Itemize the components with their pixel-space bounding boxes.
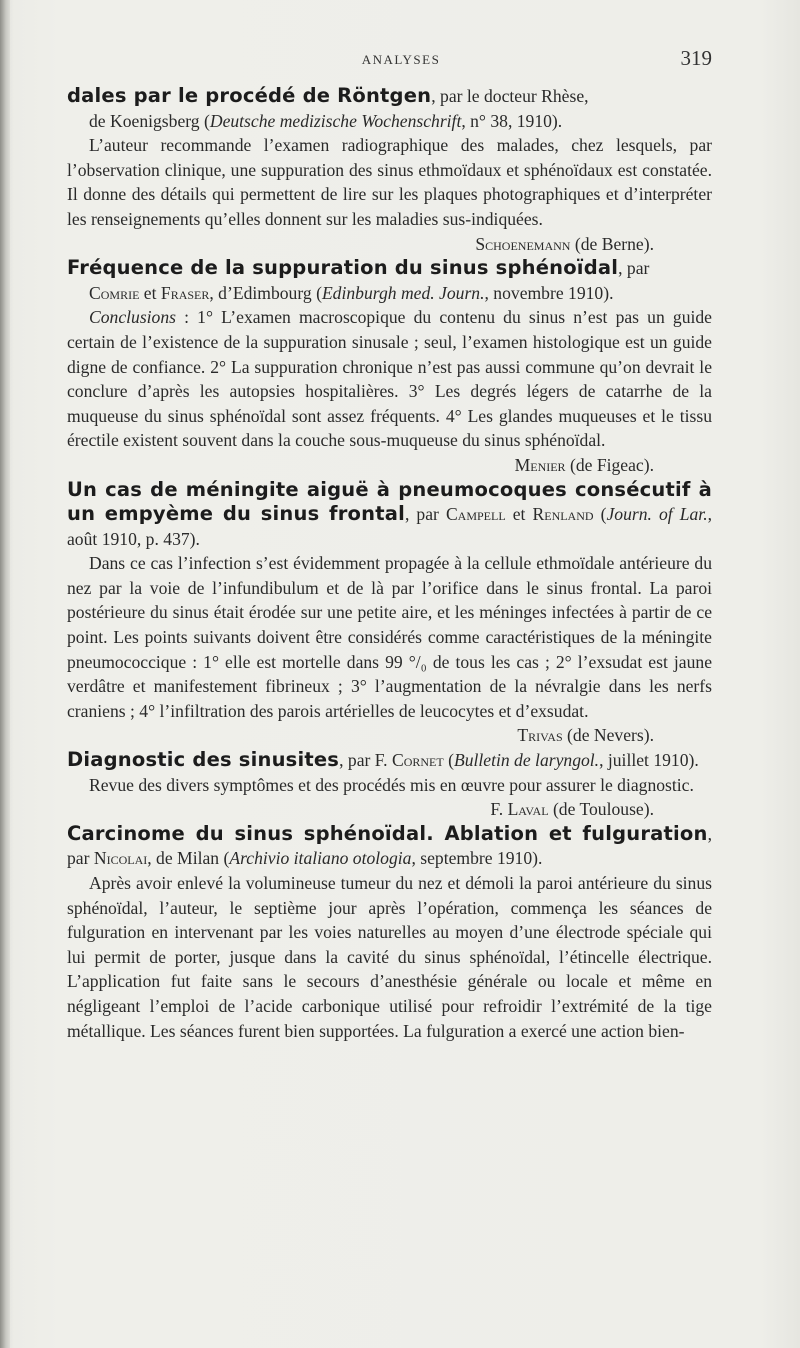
reviewer-initial: F.: [490, 799, 508, 820]
article-rontgen: [67, 84, 712, 256]
article-title: Fréquence de la suppuration du sinus sphénoïdal: [67, 256, 619, 280]
running-head: ANALYSES: [361, 52, 441, 67]
author-name: Campell: [445, 504, 506, 525]
article-byline: , par: [404, 504, 446, 525]
reviewer-place: (de Toulouse).: [548, 799, 654, 820]
reviewer-place: (de Figeac).: [565, 454, 654, 475]
reviewer-place: (de Nevers).: [562, 725, 654, 746]
article-title: Carcinome du sinus sphénoïdal. Ablation et fulguration: [67, 821, 708, 845]
article-byline: , par F.: [339, 750, 392, 771]
reference-text: de Koenigsberg (: [89, 110, 210, 131]
article-meningitis: [67, 478, 712, 749]
journal-name: Journ. of Lar.: [606, 504, 708, 525]
reference-text: , de Milan (: [147, 848, 230, 869]
article-sinusitis-diagnosis: [67, 748, 712, 822]
reference-text: , septembre 1910).: [411, 848, 543, 869]
author-name: Nicolai: [93, 848, 148, 869]
reference-text: (: [443, 750, 454, 771]
reference-text: , juillet 1910).: [599, 750, 699, 771]
journal-name: Deutsche medizische Wochenschrift: [209, 110, 462, 131]
article-heading: [67, 84, 712, 109]
article-reference: [67, 281, 712, 306]
reviewer-name: Schoenemann: [475, 233, 571, 254]
reference-text: , août 1910, p. 437).: [67, 504, 712, 549]
conclusions-text: : 1° L’examen macroscopique du contenu du sinus n’est pas un guide certain de l’existence de la suppuration sinusale ; seul, l’examen histologique est un guide digne de confiance. 2° La suppuration chronique n’est pas aussi commune qu’on devrait le conclure d’après les autopsies hospitalières. 3° Les degrés légers de catarrhe de la muqueuse du sinus sphénoïdal sont assez fréquents. 4° Les glandes muqueuses et le tissu érectile existent souvent dans la couche sous-muqueuse du sinus sphénoïdal.: [67, 307, 712, 451]
reviewer-place: (de Berne).: [570, 233, 654, 254]
article-title: Diagnostic des sinusites: [67, 748, 340, 772]
journal-name: Edinburgh med. Journ.: [321, 282, 485, 303]
author-name: Cornet: [391, 750, 444, 771]
reviewer-name: Laval: [507, 799, 549, 820]
article-body: [67, 305, 712, 453]
article-heading: [67, 478, 712, 552]
article-title: Un cas de méningite aiguë à pneumocoques consécutif à un empyème du sinus frontal: [67, 477, 712, 526]
article-sphenoid-frequency: [67, 256, 712, 477]
author-name: Renland: [532, 504, 594, 525]
page-body: [67, 84, 712, 1043]
reviewer-name: Menier: [514, 454, 566, 475]
article-heading: [67, 256, 712, 281]
article-body: Dans ce cas l’infection s’est évidemment propagée à la cellule ethmoïdale antérieure du nez par la voie de l’infundibulum et de là par l’orifice dans le sinus frontal. La paroi postérieure du sinus était érodée sur une petite aire, et les méninges infectées à partir de ce point. Les points suivants doivent être considérés comme caractéristiques de la méningite pneumococcique : 1° elle est mortelle dans 99 °/₀ de tous les cas ; 2° l’exsudat est jaune verdâtre et manifestement fibrineux ; 3° l’augmentation de la névralgie dans les nerfs craniens ; 4° l’infiltration des parois artérielles de leucocytes et d’exsudat.: [67, 553, 712, 721]
article-body: Revue des divers symptômes et des procédés mis en œuvre pour assurer le diagnostic.: [89, 774, 694, 795]
reviewer-signature: [67, 232, 712, 257]
author-name: Fraser: [160, 282, 210, 303]
article-body: Après avoir enlevé la volumineuse tumeur du nez et démoli la paroi antérieure du sinus sphénoïdal, l’auteur, le septième jour après l’opération, commença les séances de fulguration en intervenant par les voies naturelles au moyen d’une électrode spéciale qui lui permit de porter, jusque dans la cavité du sinus sphénoïdal, l’étincelle électrique. L’application fut faite sans le secours d’anesthésie générale ou locale et même en négligeant l’emploi de l’acide carbonique utilisé pour refroidir l’extrémité de la tige métallique. Les séances furent bien supportées. La fulguration a exercé une action bien-: [67, 873, 712, 1041]
journal-name: Bulletin de laryngol.: [453, 750, 600, 771]
reviewer-signature: [67, 453, 712, 478]
article-heading: [67, 748, 712, 773]
article-body: L’auteur recommande l’examen radiographique des malades, chez lesquels, par l’observation clinique, une suppuration des sinus ethmoïdaux et sphénoïdaux est constatée. Il donne des détails qui permettent de lire sur les plaques photographiques et d’interpréter les renseignements qu’elles donnent sur les maladies sus-indiquées.: [67, 135, 712, 229]
reference-text: et: [139, 282, 161, 303]
page-header: [90, 48, 712, 74]
article-reference: [67, 109, 712, 134]
article-heading: [67, 822, 712, 871]
reference-text: et: [505, 504, 533, 525]
article-byline: , par le docteur Rhèse,: [431, 86, 589, 106]
reviewer-signature: [67, 723, 712, 748]
reviewer-signature: [67, 797, 712, 822]
reference-text: , novembre 1910).: [484, 282, 614, 303]
reference-text: , n° 38, 1910).: [461, 110, 563, 131]
conclusions-label: Conclusions: [89, 307, 176, 328]
page-number: 319: [680, 46, 712, 70]
journal-name: Archivio italiano otologia: [229, 848, 412, 869]
reference-text: (: [593, 504, 607, 525]
author-name: Comrie: [89, 282, 140, 303]
article-byline: , par: [67, 823, 712, 869]
book-spine-shadow: [0, 0, 10, 1348]
article-title: dales par le procédé de Röntgen: [67, 84, 432, 107]
article-carcinoma: [67, 822, 712, 1043]
reference-text: , d’Edimbourg (: [209, 282, 322, 303]
reviewer-name: Trivas: [517, 725, 563, 746]
article-byline: , par: [618, 258, 650, 279]
